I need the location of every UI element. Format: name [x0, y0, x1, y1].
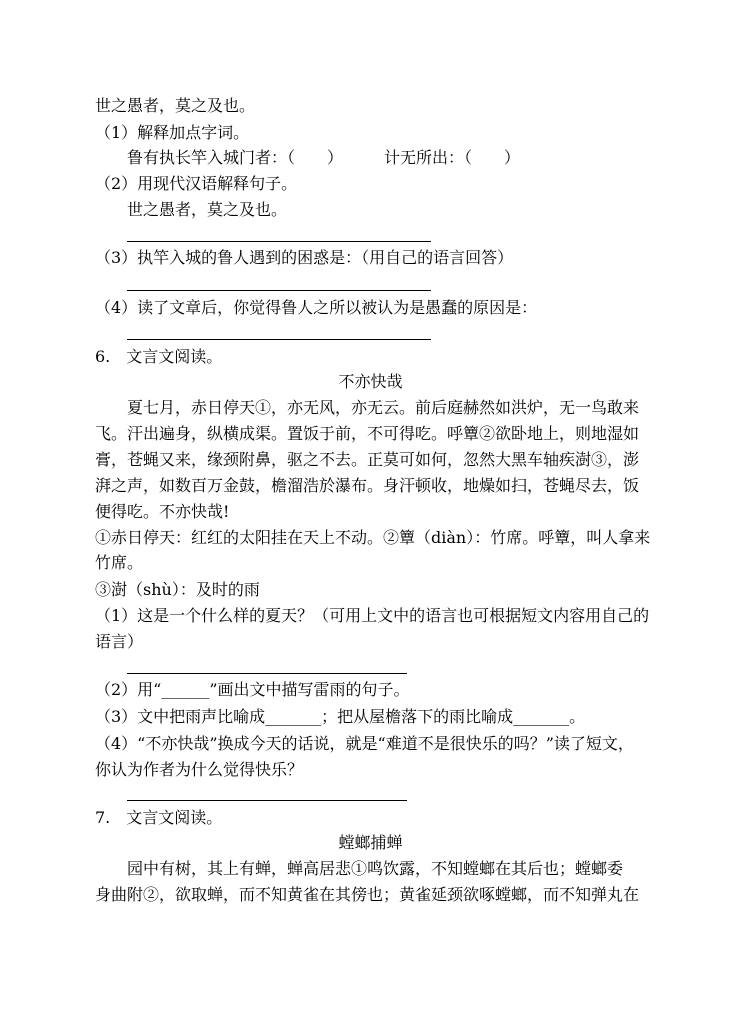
passage-line: 膏，苍蝇又来，缘颈附鼻，驱之不去。正莫可如何，忽然大黑车轴疾澍③，澎	[95, 450, 640, 469]
question-5-2: （2）用现代汉语解释句子。	[95, 174, 298, 193]
question-5-4: （4）读了文章后，你觉得鲁人之所以被认为是愚蠢的原因是：	[95, 298, 538, 317]
answer-line[interactable]	[127, 339, 431, 340]
question-6-1-cont: 语言）	[95, 632, 144, 651]
question-6-4-cont: 你认为作者为什么觉得快乐？	[95, 760, 304, 779]
question-6-2: （2）用“______”画出文中描写雷雨的句子。	[95, 680, 410, 699]
passage-line: 夏七月，赤日停天①，亦无风，亦无云。前后庭赫然如洪炉，无一鸟敢来	[95, 398, 640, 417]
answer-line[interactable]	[127, 800, 407, 801]
passage-line: 飞。汗出遍身，纵横成渠。置饭于前，不可得吃。呼簟②欲卧地上，则地湿如	[95, 424, 640, 443]
passage-title: 螳螂捕蝉	[338, 833, 403, 852]
answer-line[interactable]	[127, 241, 431, 242]
question-6-3: （3）文中把雨声比喻成_______；把从屋檐落下的雨比喻成_______。	[95, 707, 586, 726]
question-5-1-item-b: 计无所出：（ ）	[384, 148, 521, 167]
question-5-3: （3）执竿入城的鲁人遇到的困惑是：（用自己的语言回答）	[95, 248, 514, 267]
answer-line[interactable]	[127, 290, 431, 291]
passage-line: 便得吃。不亦快哉!	[95, 502, 230, 521]
text-line: 世之愚者，莫之及也。	[95, 96, 256, 115]
question-6-1: （1）这是一个什么样的夏天？（可用上文中的语言也可根据短文内容用自己的	[95, 606, 650, 625]
question-5-1: （1）解释加点字词。	[95, 123, 250, 142]
question-7-heading: 7. 文言文阅读。	[95, 808, 223, 827]
footnote-line: 竹席。	[95, 553, 144, 572]
footnote-line: ③澍（shù）：及时的雨	[95, 580, 260, 599]
question-6-4: （4）“不亦快哉”换成今天的话说，就是“难道不是很快乐的吗？”读了短文，	[95, 734, 634, 753]
question-5-1-item-a: 鲁有执长竿入城门者：（ ）	[127, 148, 344, 167]
passage-line: 身曲附②，欲取蝉，而不知黄雀在其傍也；黄雀延颈欲啄螳螂，而不知弹丸在	[95, 885, 640, 904]
answer-line[interactable]	[127, 673, 407, 674]
question-6-heading: 6. 文言文阅读。	[95, 347, 223, 366]
footnote-line: ①赤日停天：红红的太阳挂在天上不动。②簟（diàn）：竹席。呼簟，叫人拿来	[95, 528, 651, 547]
passage-title: 不亦快哉	[338, 372, 403, 391]
passage-line: 园中有树，其上有蝉，蝉高居悲①鸣饮露，不知螳螂在其后也；螳螂委	[95, 859, 624, 878]
passage-line: 湃之声，如数百万金鼓，檐溜浩於瀑布。身汗顿收，地燥如扫，苍蝇尽去，饭	[95, 476, 640, 495]
question-5-2-sentence: 世之愚者，莫之及也。	[127, 200, 288, 219]
